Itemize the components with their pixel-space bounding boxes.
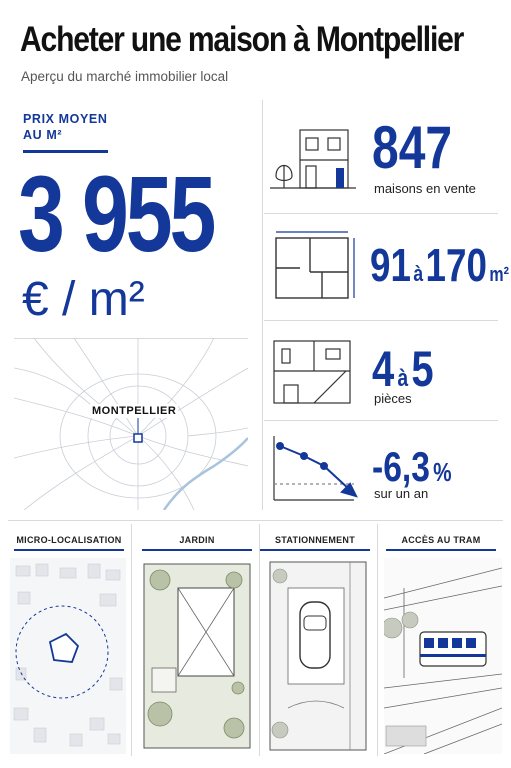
rooms-max: 5 xyxy=(411,341,434,397)
surface-range xyxy=(370,239,509,291)
price-unit: € / m² xyxy=(22,273,145,326)
downtrend-chart-icon xyxy=(270,432,360,504)
parking-plan-icon xyxy=(266,558,370,754)
floor-plan-icon xyxy=(270,228,356,304)
trend-value xyxy=(372,443,452,490)
city-map-illustration xyxy=(14,338,248,510)
house-icon xyxy=(270,122,356,192)
row-divider xyxy=(264,213,498,214)
price-label-line1: PRIX MOYEN xyxy=(23,112,108,126)
row-divider xyxy=(264,420,498,421)
column-divider xyxy=(262,100,263,510)
card-rule xyxy=(386,549,496,551)
price-value: 3 955 xyxy=(18,153,214,274)
page-subtitle: Aperçu du marché immobilier local xyxy=(21,69,229,84)
trend-unit: % xyxy=(433,457,452,487)
card-acces-tram-label: ACCÈS AU TRAM xyxy=(401,535,481,545)
price-label xyxy=(23,111,108,143)
card-rule xyxy=(260,549,370,551)
price-label-line2: AU M² xyxy=(23,128,63,142)
house-section-icon xyxy=(270,335,356,407)
surface-unit: m² xyxy=(489,264,509,286)
trend-caption: sur un an xyxy=(374,486,429,501)
micro-location-plan-icon xyxy=(10,558,126,754)
section-divider xyxy=(8,520,503,521)
rooms-connector: à xyxy=(397,365,409,392)
page-title: Acheter une maison à Montpellier xyxy=(20,20,464,59)
card-divider xyxy=(377,524,378,756)
card-micro-localisation-label: MICRO-LOCALISATION xyxy=(16,535,122,545)
surface-connector: à xyxy=(413,261,424,286)
card-rule xyxy=(14,549,124,551)
rooms-range xyxy=(372,341,434,397)
listings-count: 847 xyxy=(372,114,453,181)
surface-max: 170 xyxy=(425,239,487,291)
rooms-min: 4 xyxy=(372,341,395,397)
card-divider xyxy=(259,524,260,756)
tram-illustration-icon xyxy=(384,558,502,754)
listings-caption: maisons en vente xyxy=(374,181,476,196)
row-divider xyxy=(264,320,498,321)
card-stationnement-label: STATIONNEMENT xyxy=(274,535,356,545)
rooms-caption: pièces xyxy=(374,391,412,406)
map-city-label: MONTPELLIER xyxy=(92,405,177,417)
card-divider xyxy=(131,524,132,756)
surface-min: 91 xyxy=(370,239,411,291)
card-rule xyxy=(142,549,252,551)
card-jardin-label: JARDIN xyxy=(179,535,215,545)
trend-number: -6,3 xyxy=(372,443,430,490)
garden-plan-icon xyxy=(138,558,256,754)
